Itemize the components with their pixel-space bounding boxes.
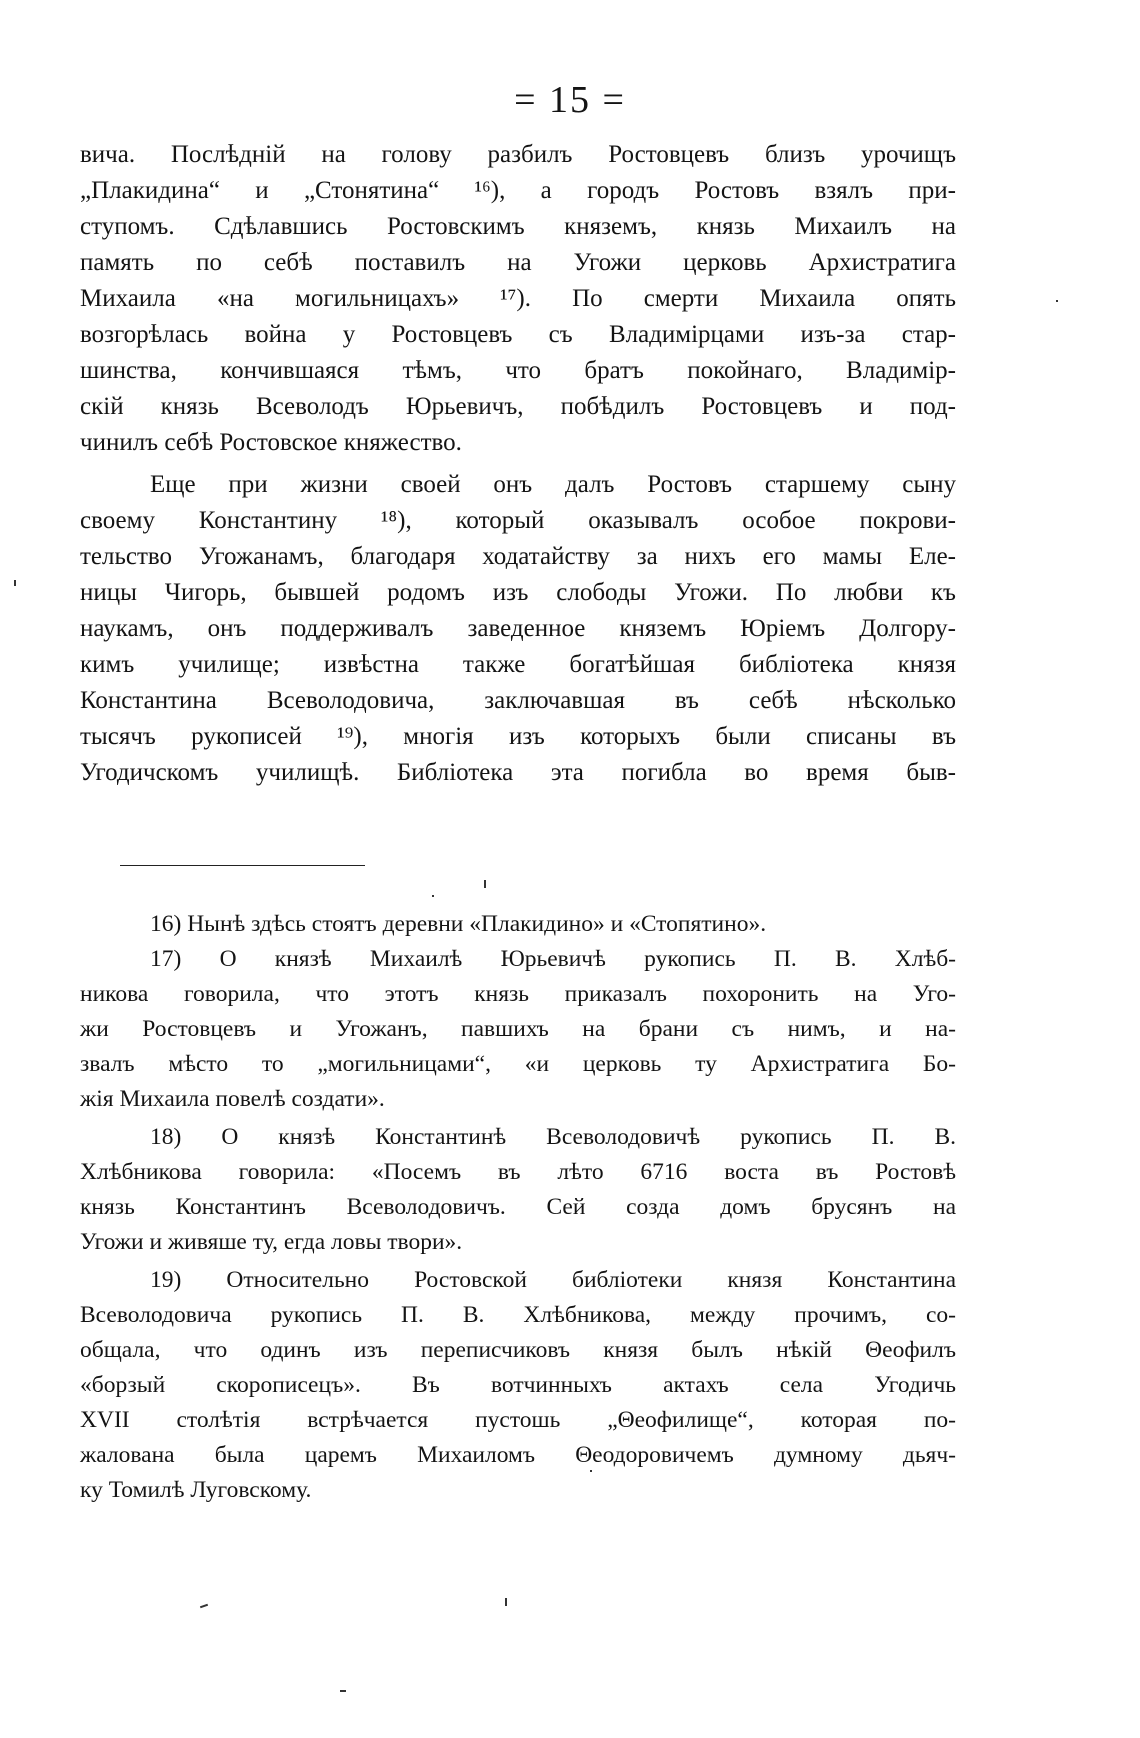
text-line: тельство Угожанамъ, благодаря ходатайству за нихъ его мамы Еле- <box>80 543 956 570</box>
scan-speck <box>200 1604 208 1609</box>
text-line: вича. Послѣдній на голову разбилъ Ростовцевъ близъ урочищъ <box>80 141 956 168</box>
footnote-line: жалована была царемъ Михаиломъ Θеодоровичемъ думному дьяч- <box>80 1442 956 1468</box>
footnote-line: жія Михаила повелѣ создати». <box>80 1086 385 1112</box>
footnote-divider <box>120 865 365 866</box>
text-line: память по себѣ поставилъ на Угожи церковь Архистратига <box>80 249 956 276</box>
text-line: чинилъ себѣ Ростовское княжество. <box>80 429 462 456</box>
scan-speck <box>340 1690 346 1692</box>
text-line: Михаила «на могильницахъ» ¹⁷). По смерти Михаила опять <box>80 285 956 312</box>
text-line: тысячъ рукописей ¹⁹), многія изъ которыхъ были списаны въ <box>80 723 956 750</box>
footnote-line: 17) О князѣ Михаилѣ Юрьевичѣ рукопись П. В. Хлѣб- <box>150 946 956 972</box>
text-line: возгорѣлась война у Ростовцевъ съ Владимірцами изъ-за стар- <box>80 321 956 348</box>
footnote-line: 16) Нынѣ здѣсь стоятъ деревни «Плакидино» и «Стопятино». <box>150 911 767 937</box>
text-line: Еще при жизни своей онъ далъ Ростовъ старшему сыну <box>150 471 956 498</box>
footnote-line: XVII столѣтія встрѣчается пустошь „Θеофилище“, которая по- <box>80 1407 956 1433</box>
scan-speck <box>1056 300 1058 302</box>
footnote-line: общала, что одинъ изъ переписчиковъ князя былъ нѣкій Θеофилъ <box>80 1337 956 1363</box>
footnote-line: ку Томилѣ Луговскому. <box>80 1477 312 1503</box>
text-line: Угодичскомъ училищѣ. Библіотека эта погибла во время быв- <box>80 759 956 786</box>
footnote-line: звалъ мѣсто то „могильницами“, «и церковь ту Архистратига Бо- <box>80 1051 956 1077</box>
text-line: „Плакидина“ и „Стонятина“ ¹⁶), а городъ Ростовъ взялъ при- <box>80 177 956 204</box>
text-line: ницы Чигорь, бывшей родомъ изъ слободы Угожи. По любви къ <box>80 579 956 606</box>
text-line: Константина Всеволодовича, заключавшая въ себѣ нѣсколько <box>80 687 956 714</box>
text-line: ступомъ. Сдѣлавшись Ростовскимъ княземъ, князь Михаилъ на <box>80 213 956 240</box>
footnote-line: «борзый скорописецъ». Въ вотчинныхъ актахъ села Угодичь <box>80 1372 956 1398</box>
footnote-line: Угожи и живяше ту, егда ловы твори». <box>80 1229 463 1255</box>
text-line: наукамъ, онъ поддерживалъ заведенное княземъ Юріемъ Долгору- <box>80 615 956 642</box>
footnote-line: никова говорила, что этотъ князь приказалъ похоронить на Уго- <box>80 981 956 1007</box>
footnote-line: жи Ростовцевъ и Угожанъ, павшихъ на брани съ нимъ, и на- <box>80 1016 956 1042</box>
scan-speck <box>505 1598 507 1606</box>
footnote-line: 18) О князѣ Константинѣ Всеволодовичѣ рукопись П. В. <box>150 1124 956 1150</box>
text-line: кимъ училище; извѣстна также богатѣйшая библіотека князя <box>80 651 956 678</box>
scan-speck <box>590 1470 592 1472</box>
page-number: = 15 = <box>514 79 626 121</box>
scan-speck <box>432 895 434 897</box>
footnote-line: князь Константинъ Всеволодовичъ. Сей созда домъ брусянъ на <box>80 1194 956 1220</box>
footnote-line: 19) Относительно Ростовской библіотеки князя Константина <box>150 1267 956 1293</box>
footnote-line: Всеволодовича рукопись П. В. Хлѣбникова, между прочимъ, со- <box>80 1302 956 1328</box>
text-line: шинства, кончившаяся тѣмъ, что братъ покойнаго, Владимір- <box>80 357 956 384</box>
text-line: скій князь Всеволодъ Юрьевичъ, побѣдилъ Ростовцевъ и под- <box>80 393 956 420</box>
text-line: своему Константину ¹⁸), который оказывалъ особое покрови- <box>80 507 956 534</box>
footnote-line: Хлѣбникова говорила: «Посемъ въ лѣто 6716 воста въ Ростовѣ <box>80 1159 956 1185</box>
scan-speck <box>484 880 486 888</box>
scan-speck <box>14 580 16 586</box>
